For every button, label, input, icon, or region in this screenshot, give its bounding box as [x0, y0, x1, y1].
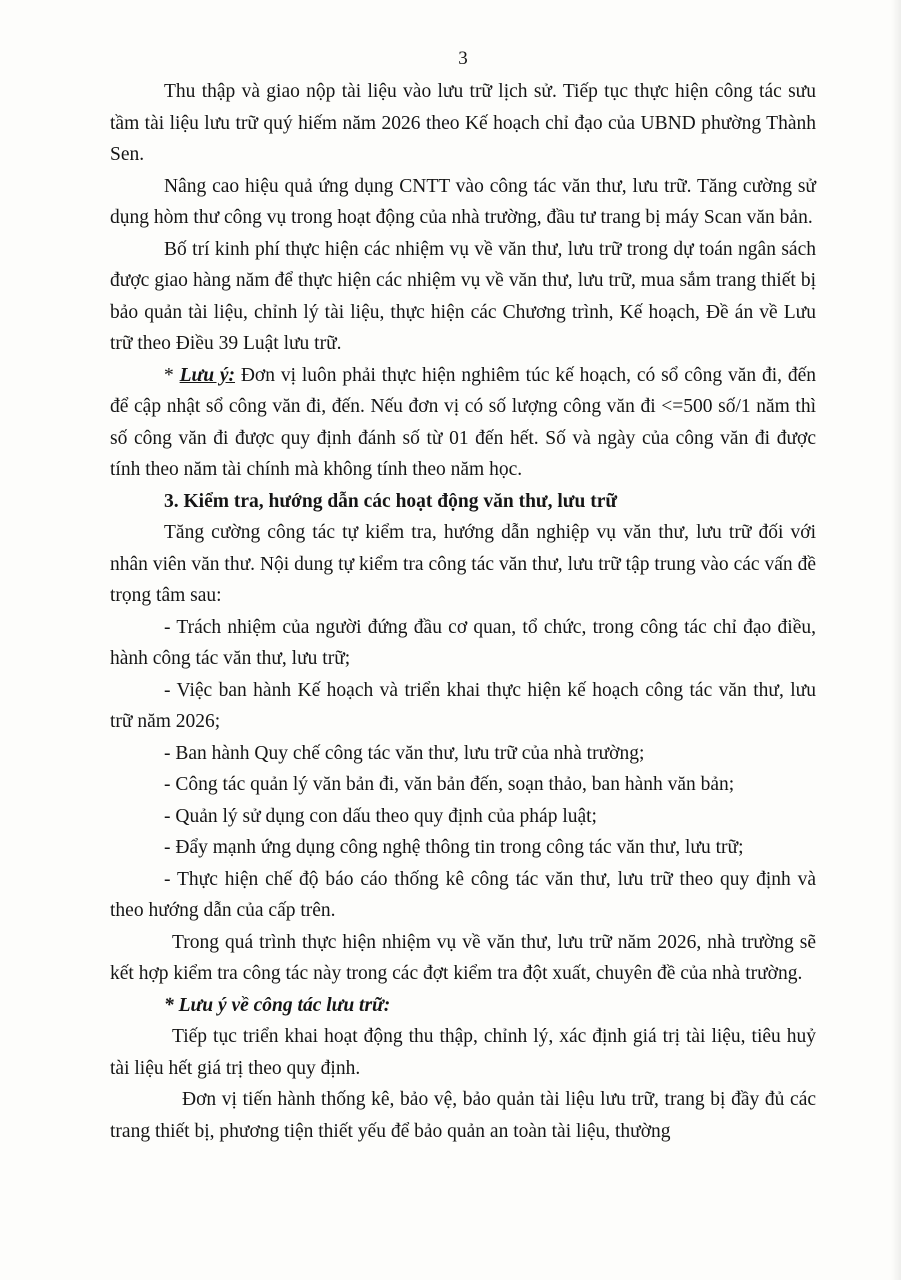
paragraph-archive-collection: Thu thập và giao nộp tài liệu vào lưu trữ lịch sử. Tiếp tục thực hiện công tác sưu tầm tài liệu lưu trữ quý hiếm năm 2026 theo Kế hoạch chỉ đạo của UBND phường Thành Sen. [110, 81, 816, 165]
list-item-plan-issuance: - Việc ban hành Kế hoạch và triển khai thực hiện kế hoạch công tác văn thư, lưu trữ năm 2026; [110, 679, 816, 732]
section-heading-inspection: 3. Kiểm tra, hướng dẫn các hoạt động văn thư, lưu trữ [164, 490, 618, 512]
list-item-reporting: - Thực hiện chế độ báo cáo thống kê công tác văn thư, lưu trữ theo quy định và theo hướng dẫn của cấp trên. [110, 868, 816, 921]
paragraph-it-application: Nâng cao hiệu quả ứng dụng CNTT vào công tác văn thư, lưu trữ. Tăng cường sử dụng hòm thư công vụ trong hoạt động của nhà trường, đầu tư trang bị máy Scan văn bản. [110, 175, 816, 228]
note-label: Lưu ý: [179, 364, 236, 386]
paragraph-continue-archiving: Tiếp tục triển khai hoạt động thu thập, chỉnh lý, xác định giá trị tài liệu, tiêu huỷ tài liệu hết giá trị theo quy định. [110, 1026, 816, 1079]
list-item-responsibility: - Trách nhiệm của người đứng đầu cơ quan, tổ chức, trong công tác chỉ đạo điều, hành công tác văn thư, lưu trữ; [110, 616, 816, 669]
paragraph-inspection-combined: Trong quá trình thực hiện nhiệm vụ về văn thư, lưu trữ năm 2026, nhà trường sẽ kết hợp kiểm tra công tác này trong các đợt kiểm tra đột xuất, chuyên đề của nhà trường. [110, 931, 816, 984]
paragraph-archive-preservation: Đơn vị tiến hành thống kê, bảo vệ, bảo quản tài liệu lưu trữ, trang bị đầy đủ các trang thiết bị, phương tiện thiết yếu để bảo quản an toàn tài liệu, thường [110, 1089, 816, 1142]
list-item-regulations: - Ban hành Quy chế công tác văn thư, lưu trữ của nhà trường; [164, 742, 645, 764]
paragraph-budget: Bố trí kinh phí thực hiện các nhiệm vụ về văn thư, lưu trữ trong dự toán ngân sách được giao hàng năm để thực hiện các nhiệm vụ về văn thư, lưu trữ, mua sắm trang thiết bị bảo quản tài liệu, chỉnh lý tài liệu, thực hiện các Chương trình, Kế hoạch, Đề án về Lưu trữ theo Điều 39 Luật lưu trữ. [110, 238, 816, 354]
page-edge-shadow [891, 0, 901, 1280]
note-asterisk: * [164, 364, 180, 386]
list-item-it-promotion: - Đẩy mạnh ứng dụng công nghệ thông tin trong công tác văn thư, lưu trữ; [164, 837, 744, 858]
paragraph-note-outgoing-documents [110, 360, 816, 486]
page-number: 3 [458, 48, 468, 69]
page-content [110, 44, 816, 1147]
paragraph-self-inspection: Tăng cường công tác tự kiểm tra, hướng dẫn nghiệp vụ văn thư, lưu trữ đối với nhân viên văn thư. Nội dung tự kiểm tra công tác văn thư, lưu trữ tập trung vào các vấn đề trọng tâm sau: [110, 522, 816, 606]
note-archive-work: * Lưu ý về công tác lưu trữ: [164, 994, 391, 1016]
list-item-document-management: - Công tác quản lý văn bản đi, văn bản đến, soạn thảo, ban hành văn bản; [164, 774, 735, 795]
note-text: Đơn vị luôn phải thực hiện nghiêm túc kế hoạch, có sổ công văn đi, đến để cập nhật sổ công văn đi, đến. Nếu đơn vị có số lượng công văn đi <=500 số/1 năm thì số công văn đi được quy định đánh số từ 01 đến hết. Số và ngày của công văn đi được tính theo năm tài chính mà không tính theo năm học. [110, 364, 817, 480]
list-item-seal-management: - Quản lý sử dụng con dấu theo quy định của pháp luật; [164, 805, 597, 827]
